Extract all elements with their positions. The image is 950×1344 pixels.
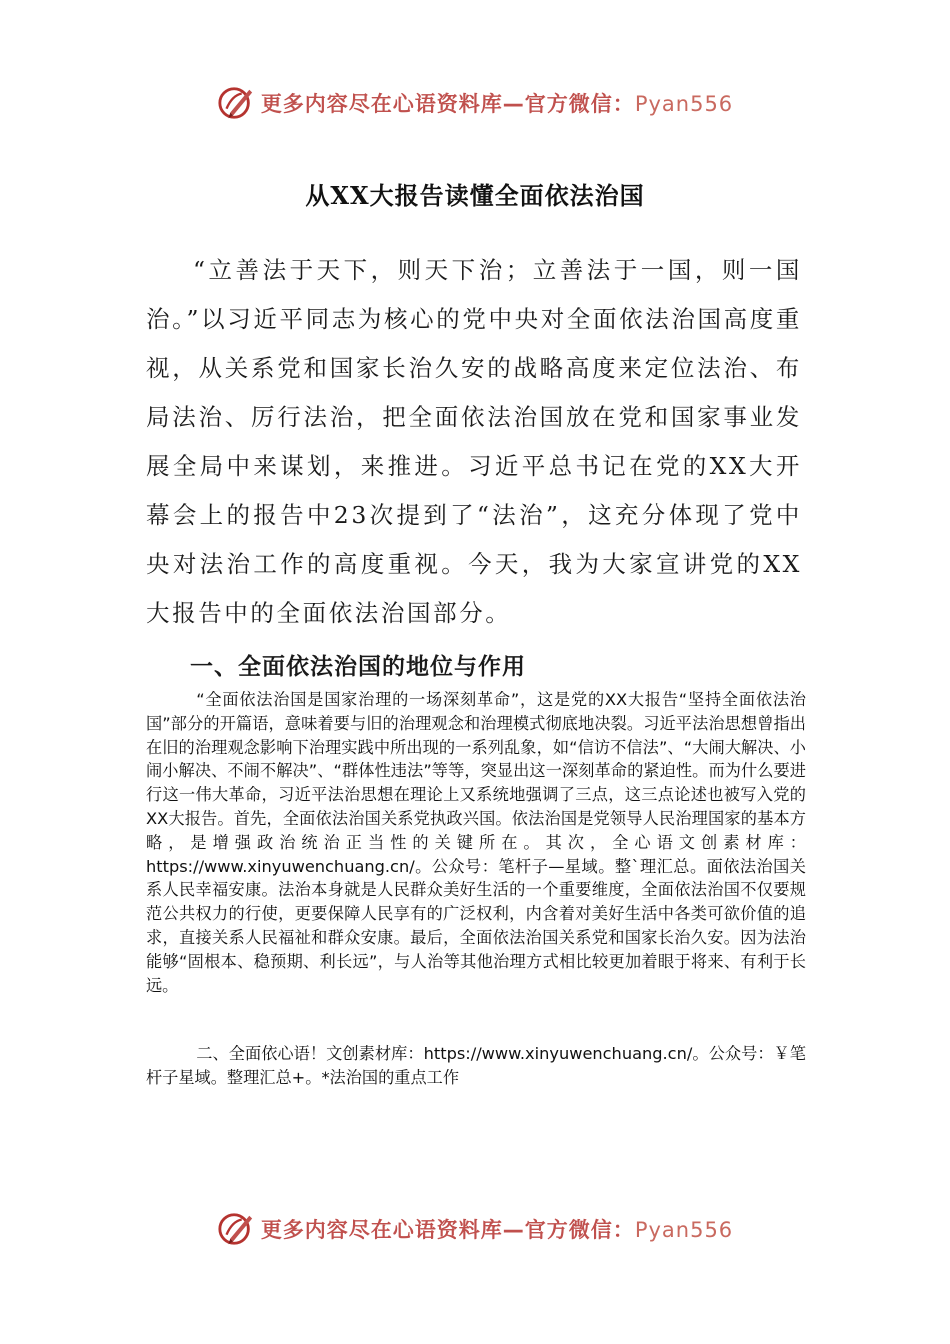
watermark-banner-top (0, 84, 950, 122)
section-1-body: “全面依法治国是国家治理的一场深刻革命”，这是党的XX大报告“坚持全面依法治国”部分的开篇语，意味着要与旧的治理观念和治理模式彻底地决裂。习近平法治思想曾指出在旧的治理观念影响下治理实践中所出现的一系列乱象，如“信访不信法”、“大闹大解决、小闹小解决、不闹不解决”、“群体性违法”等等，突显出这一深刻革命的紧迫性。而为什么要进行这一伟大革命，习近平法治思想在理论上又系统地强调了三点，这三点论述也被写入党的XX大报告。首先，全面依法治国关系党执政兴国。依法治国是党领导人民治理国家的基本方略，是增强政治统治正当性的关键所在。其次，全心语文创素材库：https://www.xinyuwenchuang.cn/。公众号：笔杆子—星域。整`理汇总。面依法治国关系人民幸福安康。法治本身就是人民群众美好生活的一个重要维度，全面依法治国不仅要规范公共权力的行使，更要保障人民享有的广泛权利，内含着对美好生活中各类可欲价值的追求，直接关系人民福祉和群众安康。最后，全面依法治国关系党和国家长治久安。因为法治能够“固根本、稳预期、利长远”，与人治等其他治理方式相比较更加着眼于将来、有利于长远。 (146, 690, 806, 995)
section-2-line: 二、全面依心语！文创素材库：https://www.xinyuwenchuang.cn/。公众号：￥笔杆子星域。整理汇总+。*法治国的重点工作 (146, 1044, 806, 1087)
watermark-text: 更多内容尽在心语资料库—官方微信：Pyan556 (260, 92, 734, 116)
pen-logo-icon (217, 84, 255, 122)
wechat-id: Pyan556 (634, 92, 734, 116)
document-title: 从XX大报告读懂全面依法治国 (305, 181, 645, 210)
intro-paragraph: “立善法于天下，则天下治；立善法于一国，则一国治。”以习近平同志为核心的党中央对全面依法治国高度重视，从关系党和国家长治久安的战略高度来定位法治、布局法治、厉行法治，把全面依法治国放在党和国家事业发展全局中来谋划，来推进。习近平总书记在党的XX大开幕会上的报告中23次提到了“法治”，这充分体现了党中央对法治工作的高度重视。今天，我为大家宣讲党的XX大报告中的全面依法治国部分。 (146, 256, 802, 627)
pen-logo-icon (217, 1210, 255, 1248)
watermark-text: 更多内容尽在心语资料库—官方微信：Pyan556 (260, 1218, 734, 1242)
watermark-banner-bottom (0, 1210, 950, 1248)
wechat-id: Pyan556 (634, 1218, 734, 1242)
section-heading-1: 一、全面依法治国的地位与作用 (190, 654, 526, 680)
